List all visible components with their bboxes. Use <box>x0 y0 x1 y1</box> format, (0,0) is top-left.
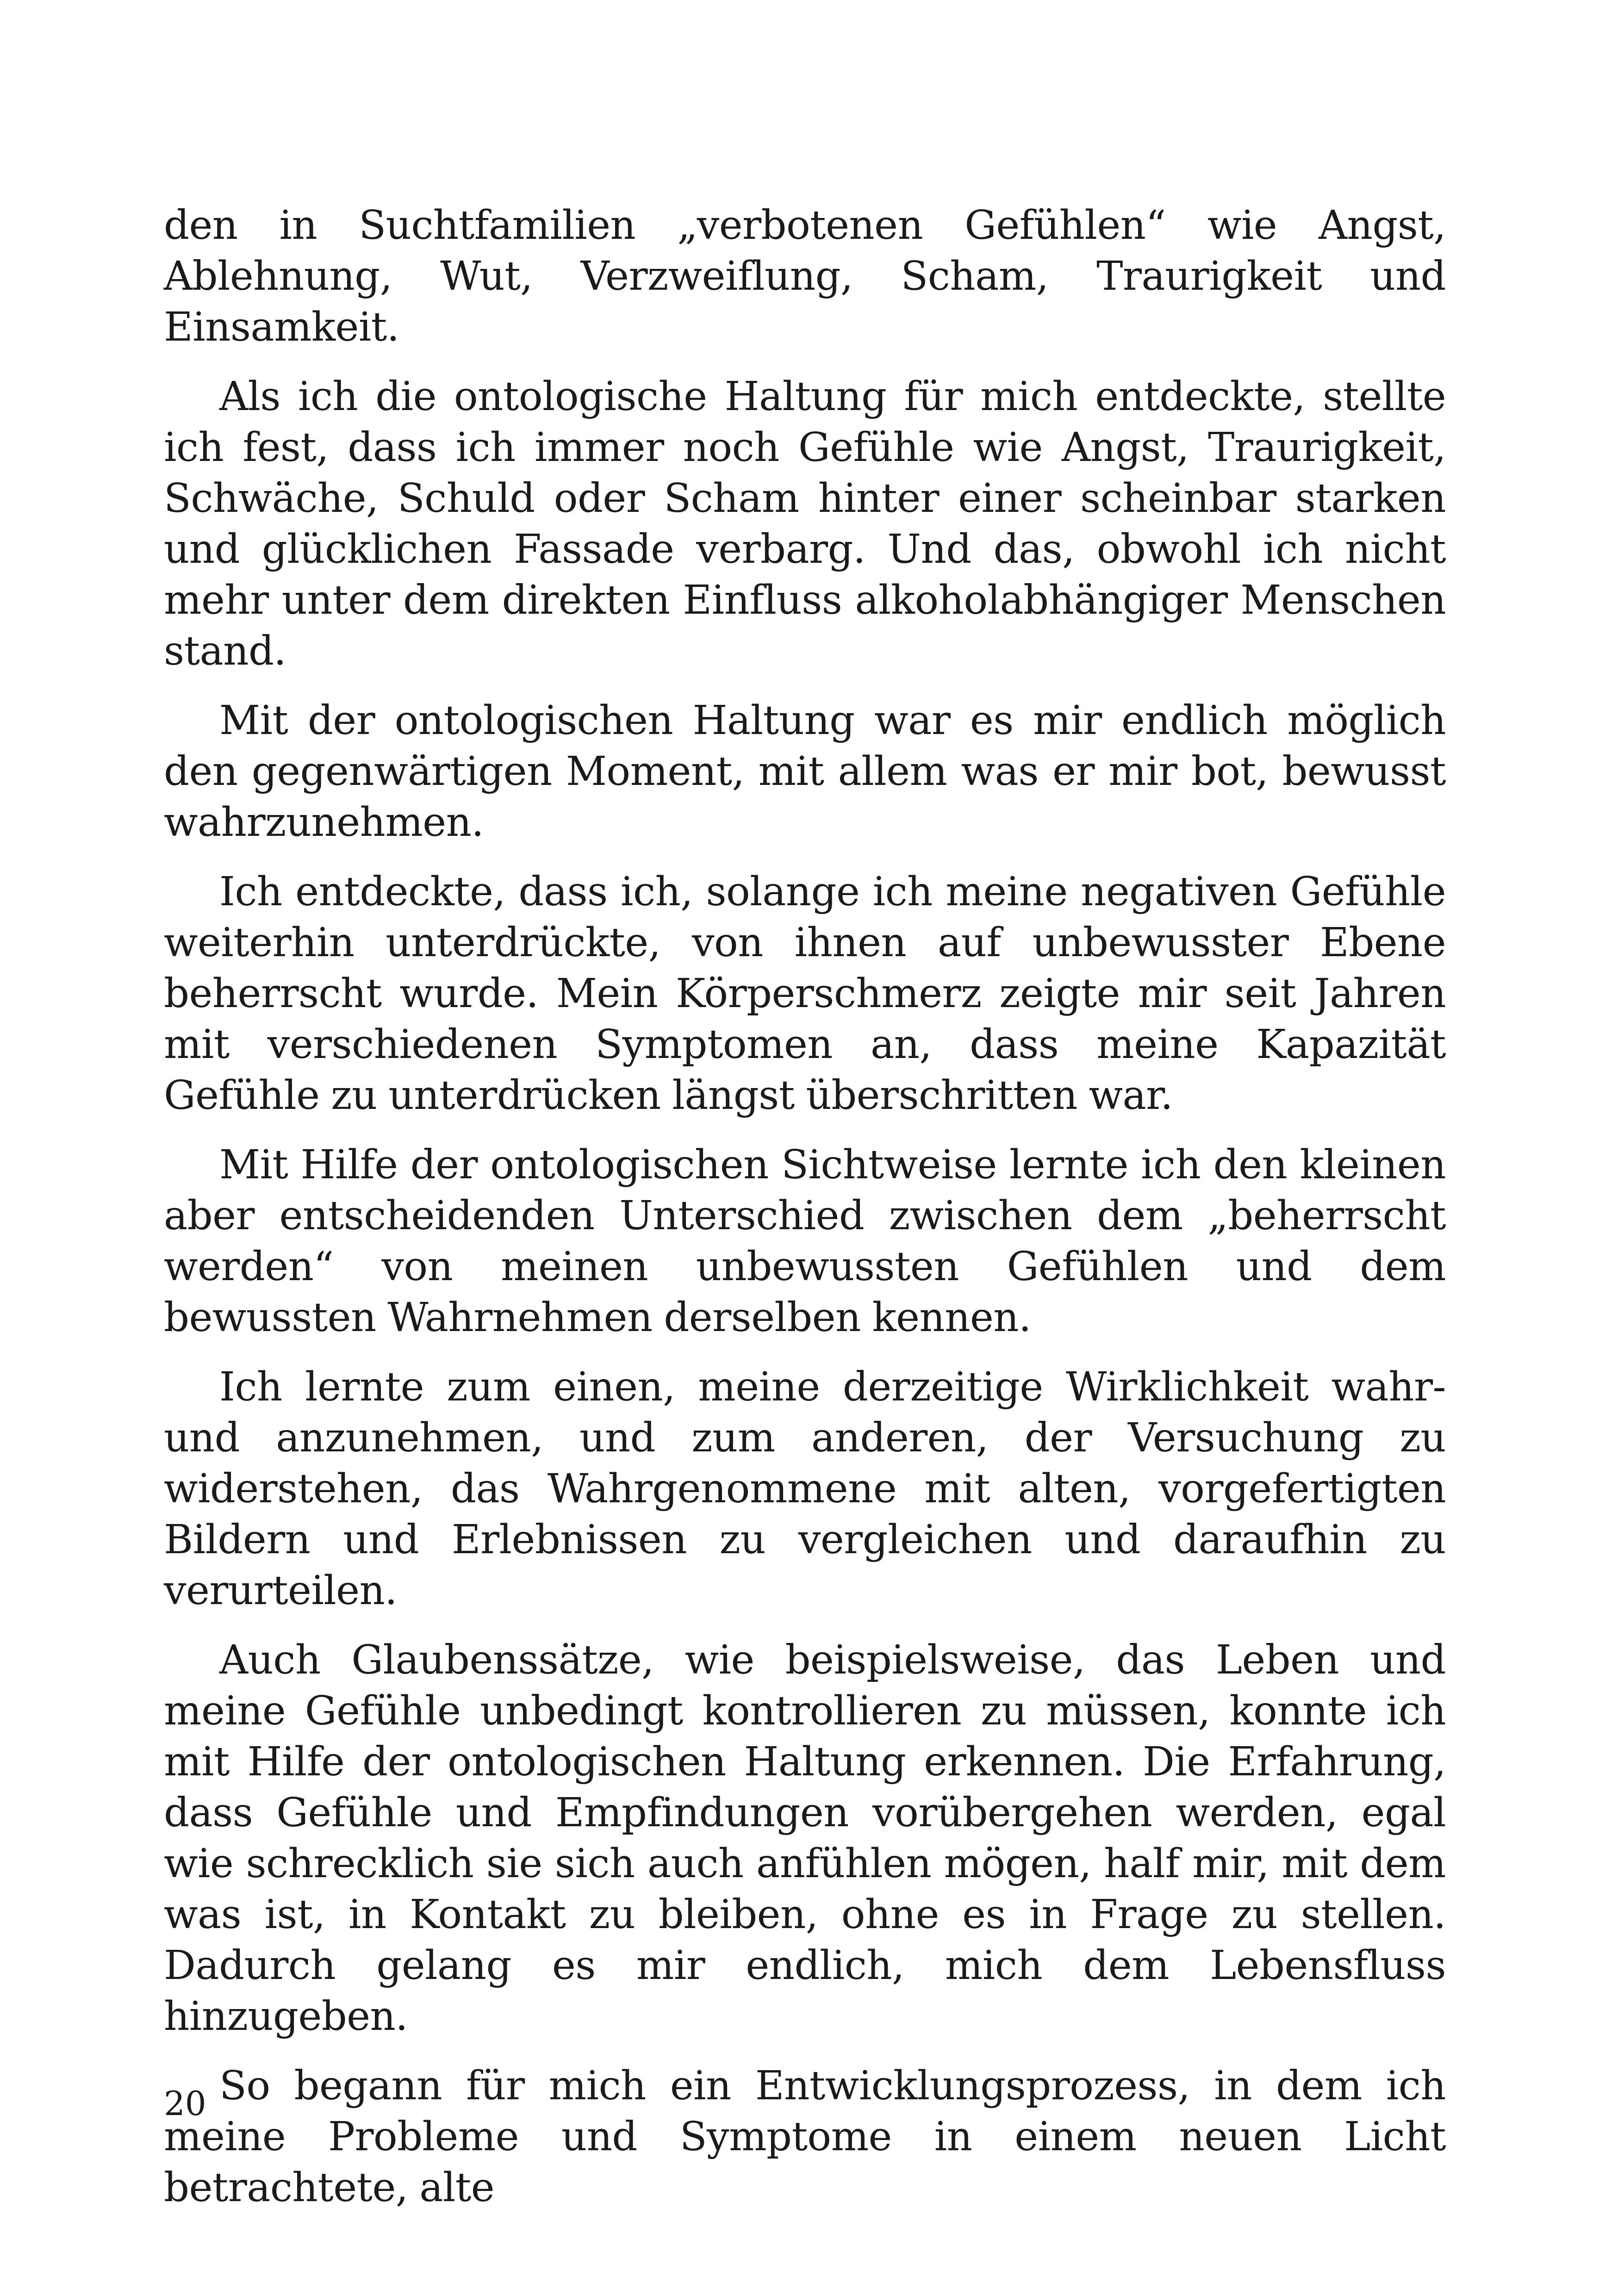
body-text <box>164 200 1446 2232</box>
paragraph: Mit Hilfe der ontologischen Sichtweise lernte ich den kleinen aber entscheidenden Unterschied zwischen dem „beherrscht werden“ von meinen unbewussten Gefühlen und dem bewussten Wahrnehmen derselben kennen. <box>164 1142 1446 1341</box>
paragraph: So begann für mich ein Entwicklungsprozess, in dem ich meine Probleme und Symptome in einem neuen Licht betrachtete, alte <box>164 2063 1446 2211</box>
paragraph: Auch Glaubenssätze, wie beispielsweise, das Leben und meine Gefühle unbedingt kontrollieren zu müssen, konnte ich mit Hilfe der ontologischen Haltung erkennen. Die Erfahrung, dass Gefühle und Empfindungen vorübergehen werden, egal wie schrecklich sie sich auch anfühlen mögen, half mir, mit dem was ist, in Kontakt zu bleiben, ohne es in Frage zu stellen. Dadurch gelang es mir endlich, mich dem Lebensfluss hinzugeben. <box>164 1637 1446 2040</box>
paragraph: Als ich die ontologische Haltung für mich entdeckte, stellte ich fest, dass ich immer noch Gefühle wie Angst, Traurigkeit, Schwäche, Schuld oder Scham hinter einer scheinbar starken und glücklichen Fassade verbarg. Und das, obwohl ich nicht mehr unter dem direkten Einfluss alkoholabhängiger Menschen stand. <box>164 373 1446 674</box>
paragraph-continuation: den in Suchtfamilien „verbotenen Gefühlen“ wie Angst, Ablehnung, Wut, Verzweiflung, Scham, Traurigkeit und Einsamkeit. <box>164 202 1446 350</box>
page-number: 20 <box>164 2084 206 2123</box>
paragraph: Ich entdeckte, dass ich, solange ich meine negativen Gefühle weiterhin unterdrückte, von ihnen auf unbewusster Ebene beherrscht wurde. Mein Körperschmerz zeigte mir seit Jahren mit verschiedenen Symptomen an, dass meine Kapazität Gefühle zu unterdrücken längst überschritten war. <box>164 869 1446 1119</box>
paragraph: Mit der ontologischen Haltung war es mir endlich möglich den gegenwärtigen Moment, mit allem was er mir bot, bewusst wahrzunehmen. <box>164 697 1446 846</box>
paragraph: Ich lernte zum einen, meine derzeitige Wirklichkeit wahr- und anzunehmen, und zum anderen, der Versuchung zu widerstehen, das Wahrgenommene mit alten, vorgefertigten Bildern und Erlebnissen zu vergleichen und daraufhin zu verurteilen. <box>164 1364 1446 1614</box>
